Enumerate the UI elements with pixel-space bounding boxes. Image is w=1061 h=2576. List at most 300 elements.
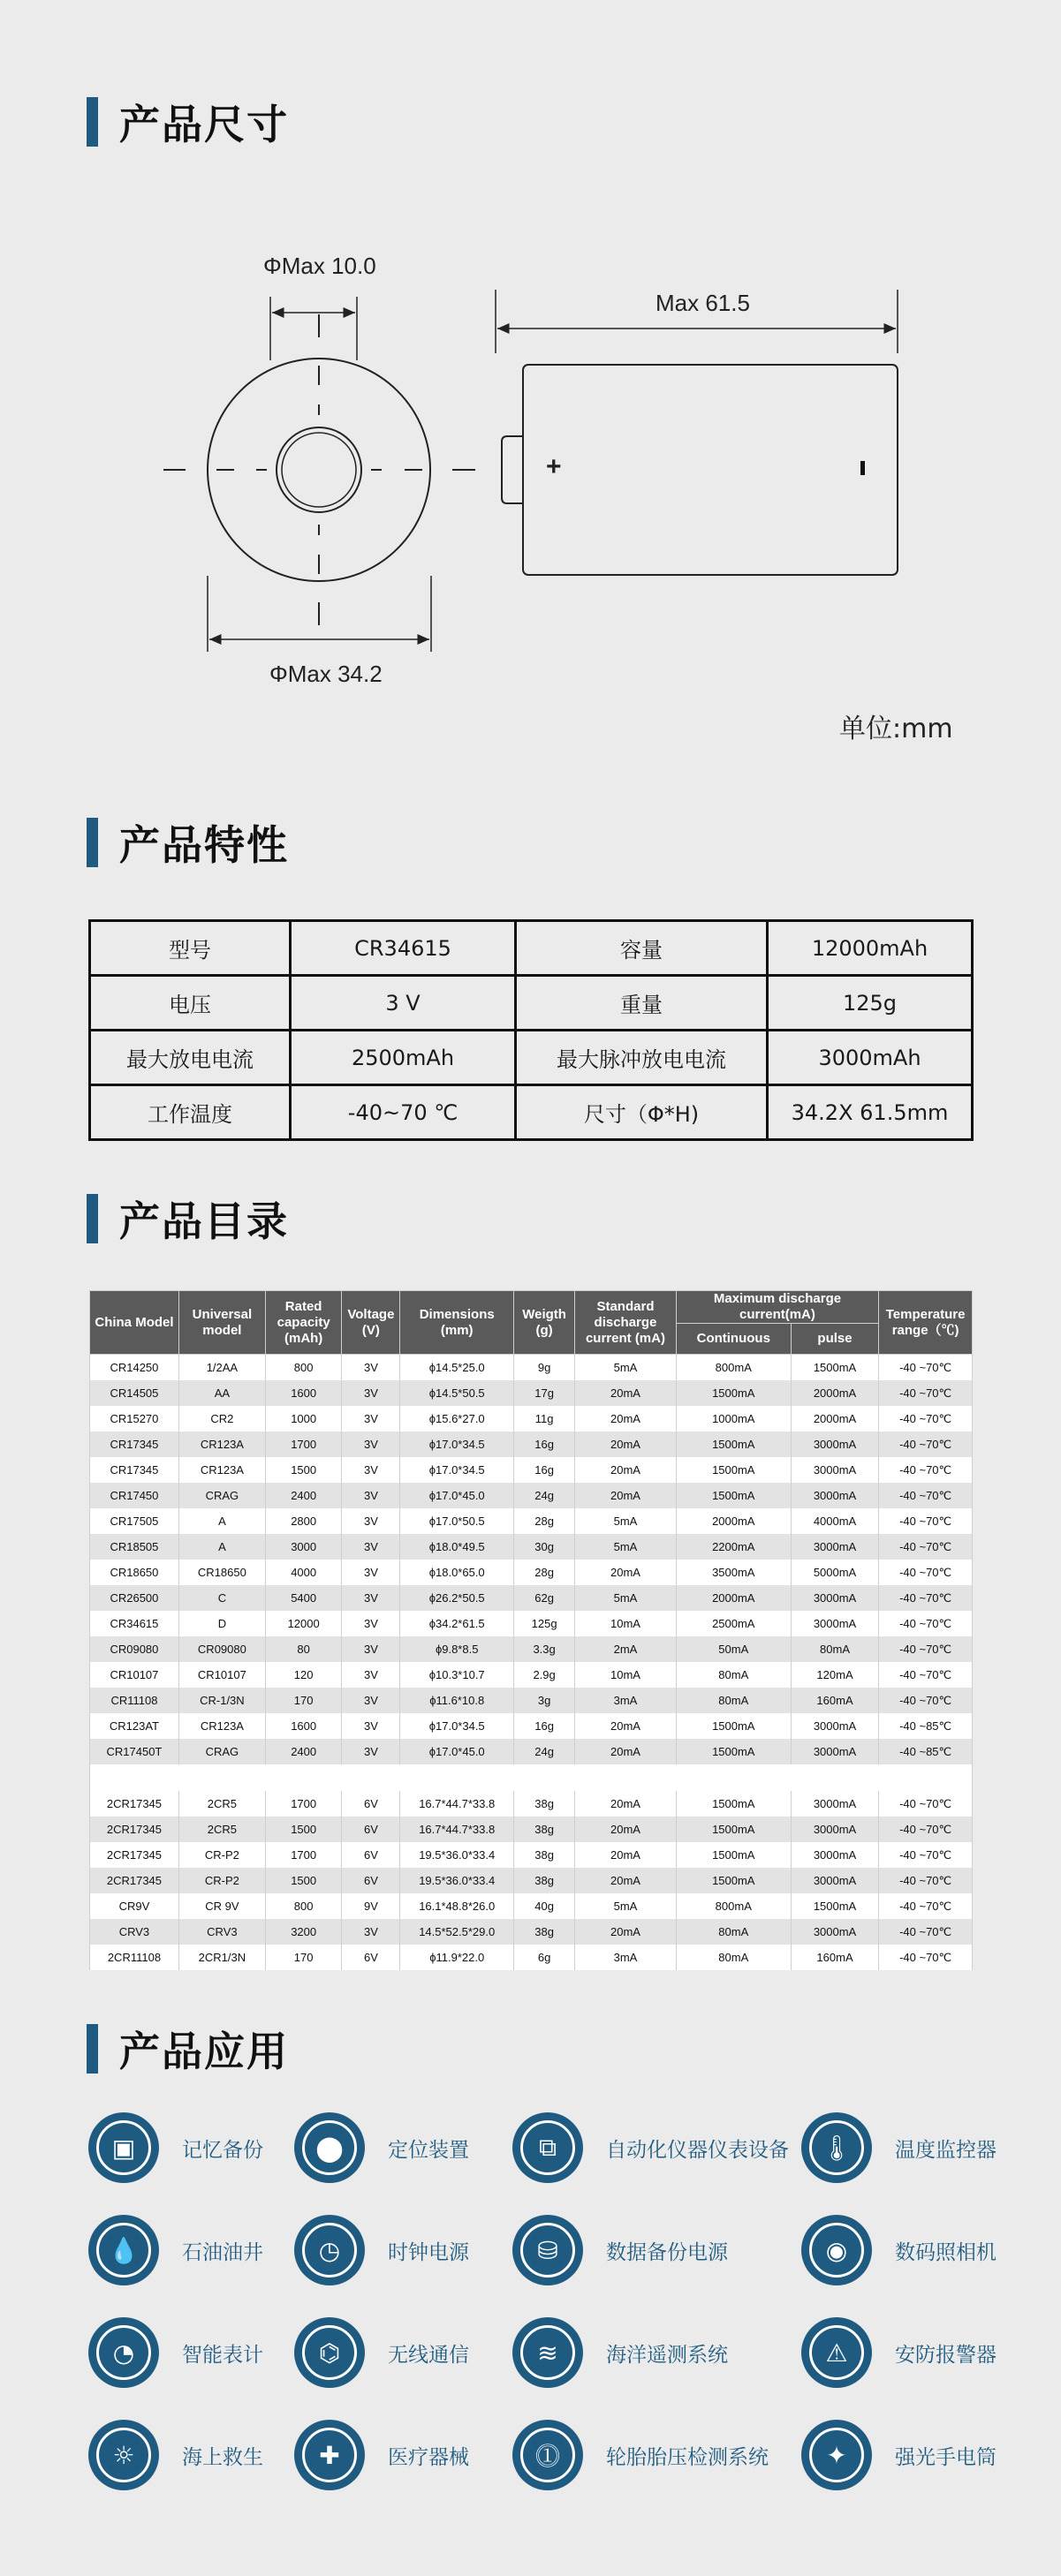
table-cell: 3V	[342, 1432, 400, 1457]
table-cell: 5000mA	[791, 1560, 878, 1585]
application-item	[801, 2215, 997, 2285]
negative-terminal-mark	[860, 461, 865, 475]
table-cell: ϕ17.0*45.0	[400, 1739, 514, 1764]
table-cell: CR14505	[90, 1380, 179, 1406]
table-cell: 20mA	[575, 1380, 676, 1406]
table-cell: 80	[265, 1636, 341, 1662]
table-cell: 1500mA	[676, 1842, 791, 1868]
table-cell: 1500mA	[676, 1380, 791, 1406]
table-cell: 2000mA	[676, 1585, 791, 1611]
table-row	[90, 1868, 973, 1893]
table-cell: 20mA	[575, 1432, 676, 1457]
table-cell: -40 ~70℃	[879, 1688, 973, 1713]
header-rated-capacity: Rated capacity (mAh)	[265, 1291, 341, 1355]
table-cell: CRV3	[90, 1919, 179, 1945]
table-cell: 1500mA	[791, 1893, 878, 1919]
table-cell: CR123A	[178, 1457, 265, 1483]
table-cell: 1700	[265, 1791, 341, 1817]
table-cell: -40 ~70℃	[879, 1842, 973, 1868]
table-cell: 1500mA	[676, 1483, 791, 1508]
table-cell: 1700	[265, 1432, 341, 1457]
table-cell: 2000mA	[791, 1406, 878, 1432]
table-cell: 3000mA	[791, 1432, 878, 1457]
spec-label: 型号	[90, 921, 291, 976]
table-cell: 800	[265, 1893, 341, 1919]
table-cell: 1600	[265, 1380, 341, 1406]
table-cell: 4000mA	[791, 1508, 878, 1534]
table-row	[90, 1842, 973, 1868]
table-cell: CR17345	[90, 1457, 179, 1483]
unit-label: 单位:mm	[839, 714, 953, 744]
table-cell: 50mA	[676, 1636, 791, 1662]
spec-label: 尺寸（Φ*H)	[516, 1085, 768, 1140]
application-item	[294, 2317, 469, 2388]
table-cell: CR123AT	[90, 1713, 179, 1739]
table-cell: 120mA	[791, 1662, 878, 1688]
table-cell: 2CR1/3N	[178, 1945, 265, 1970]
table-cell: 40g	[513, 1893, 574, 1919]
table-cell: ϕ17.0*50.5	[400, 1508, 514, 1534]
table-row	[90, 1355, 973, 1381]
application-label: 记忆备份	[182, 2138, 263, 2162]
table-cell: 3V	[342, 1713, 400, 1739]
table-cell: 2500mA	[676, 1611, 791, 1636]
table-cell: 20mA	[575, 1919, 676, 1945]
ocean-telemetry-icon: ≋	[512, 2317, 583, 2388]
table-cell: ϕ34.2*61.5	[400, 1611, 514, 1636]
table-cell: 20mA	[575, 1817, 676, 1842]
spec-value: 3000mAh	[768, 1031, 973, 1085]
table-cell: ϕ9.8*8.5	[400, 1636, 514, 1662]
table-cell: 1500mA	[676, 1432, 791, 1457]
table-cell: 2200mA	[676, 1534, 791, 1560]
table-cell: 3200	[265, 1919, 341, 1945]
spec-value: CR34615	[291, 921, 516, 976]
table-cell: CR-P2	[178, 1868, 265, 1893]
table-cell: CR15270	[90, 1406, 179, 1432]
table-cell: 1500mA	[676, 1739, 791, 1764]
table-cell: CR18650	[178, 1560, 265, 1585]
table-cell: CRV3	[178, 1919, 265, 1945]
table-cell: 80mA	[676, 1945, 791, 1970]
table-cell: -40 ~70℃	[879, 1817, 973, 1842]
lifebuoy-icon: ☼	[88, 2420, 159, 2490]
table-row	[90, 1739, 973, 1764]
table-cell: 24g	[513, 1739, 574, 1764]
table-cell: 3V	[342, 1662, 400, 1688]
header-pulse: pulse	[791, 1324, 878, 1355]
application-label: 数码照相机	[895, 2240, 997, 2264]
table-cell: -40 ~70℃	[879, 1406, 973, 1432]
table-cell: A	[178, 1534, 265, 1560]
table-cell: -40 ~70℃	[879, 1457, 973, 1483]
table-cell: 20mA	[575, 1560, 676, 1585]
spec-label: 最大放电电流	[90, 1031, 291, 1085]
table-cell: 6V	[342, 1945, 400, 1970]
spec-value: 125g	[768, 976, 973, 1031]
table-cell: CR09080	[90, 1636, 179, 1662]
application-label: 海上救生	[182, 2445, 263, 2469]
table-cell: 2CR17345	[90, 1791, 179, 1817]
spec-label: 工作温度	[90, 1085, 291, 1140]
smart-meter-icon: ◔	[88, 2317, 159, 2388]
table-cell: ϕ10.3*10.7	[400, 1662, 514, 1688]
header-max-discharge: Maximum discharge current(mA)	[676, 1291, 879, 1324]
tire-pressure-icon: ⓵	[512, 2420, 583, 2490]
table-cell: CR2	[178, 1406, 265, 1432]
table-row	[90, 1585, 973, 1611]
table-cell: -40 ~85℃	[879, 1739, 973, 1764]
table-cell: 62g	[513, 1585, 574, 1611]
table-cell: CR11108	[90, 1688, 179, 1713]
table-cell: 38g	[513, 1842, 574, 1868]
table-cell: 28g	[513, 1560, 574, 1585]
table-cell: ϕ14.5*25.0	[400, 1355, 514, 1381]
table-cell: 3V	[342, 1457, 400, 1483]
battery-dimension-drawing	[0, 0, 1061, 689]
table-cell: 6V	[342, 1842, 400, 1868]
table-cell: 28g	[513, 1508, 574, 1534]
table-cell: 1000	[265, 1406, 341, 1432]
application-item	[512, 2420, 769, 2490]
table-cell: 4000	[265, 1560, 341, 1585]
spec-value: 34.2X 61.5mm	[768, 1085, 973, 1140]
table-cell: 20mA	[575, 1457, 676, 1483]
application-label: 温度监控器	[895, 2138, 997, 2162]
table-cell: 3000mA	[791, 1457, 878, 1483]
section-title-text: 产品尺寸	[119, 101, 289, 148]
table-row	[90, 1636, 973, 1662]
header-universal-model: Universal model	[178, 1291, 265, 1355]
table-cell: 80mA	[676, 1919, 791, 1945]
table-cell: 2mA	[575, 1636, 676, 1662]
table-cell: -40 ~70℃	[879, 1919, 973, 1945]
table-cell: 1/2AA	[178, 1355, 265, 1381]
table-cell: 2CR5	[178, 1817, 265, 1842]
application-label: 定位装置	[388, 2138, 469, 2162]
table-cell: CR10107	[90, 1662, 179, 1688]
table-cell: 120	[265, 1662, 341, 1688]
table-cell: CR09080	[178, 1636, 265, 1662]
table-cell: 38g	[513, 1817, 574, 1842]
application-item	[801, 2112, 997, 2183]
table-cell: CR26500	[90, 1585, 179, 1611]
table-cell: 2000mA	[791, 1380, 878, 1406]
table-cell: 9V	[342, 1893, 400, 1919]
application-label: 时钟电源	[388, 2240, 469, 2264]
table-cell: 2CR5	[178, 1791, 265, 1817]
table-cell: ϕ18.0*49.5	[400, 1534, 514, 1560]
table-cell: 2.9g	[513, 1662, 574, 1688]
section-title-text: 产品应用	[119, 2028, 289, 2075]
table-cell: CR17450T	[90, 1739, 179, 1764]
table-cell: 16.7*44.7*33.8	[400, 1817, 514, 1842]
camera-icon: ◉	[801, 2215, 872, 2285]
table-cell: 1700	[265, 1842, 341, 1868]
table-cell: 3V	[342, 1483, 400, 1508]
table-cell: 10mA	[575, 1611, 676, 1636]
table-cell: -40 ~70℃	[879, 1560, 973, 1585]
wireless-tower-icon: ⌬	[294, 2317, 365, 2388]
automation-instrument-icon: ⧉	[512, 2112, 583, 2183]
table-cell: -40 ~85℃	[879, 1713, 973, 1739]
table-cell: 3000mA	[791, 1585, 878, 1611]
table-cell: 2400	[265, 1483, 341, 1508]
table-cell: 1500mA	[676, 1868, 791, 1893]
table-cell: -40 ~70℃	[879, 1380, 973, 1406]
table-cell: 1500mA	[676, 1817, 791, 1842]
header-voltage: Voltage (V)	[342, 1291, 400, 1355]
table-cell: 80mA	[676, 1688, 791, 1713]
table-row	[90, 1817, 973, 1842]
table-cell: -40 ~70℃	[879, 1432, 973, 1457]
table-cell: 3V	[342, 1560, 400, 1585]
table-cell: 3mA	[575, 1688, 676, 1713]
table-cell: CR18650	[90, 1560, 179, 1585]
table-cell: 3V	[342, 1636, 400, 1662]
table-cell: 10mA	[575, 1662, 676, 1688]
table-cell: 1500mA	[791, 1355, 878, 1381]
table-cell: ϕ17.0*34.5	[400, 1457, 514, 1483]
table-cell: 2000mA	[676, 1508, 791, 1534]
table-cell: 3V	[342, 1688, 400, 1713]
catalog-table	[89, 1290, 973, 1970]
table-cell: ϕ11.6*10.8	[400, 1688, 514, 1713]
table-cell: 6V	[342, 1817, 400, 1842]
application-label: 数据备份电源	[606, 2240, 728, 2264]
table-cell: CRAG	[178, 1739, 265, 1764]
table-cell: -40 ~70℃	[879, 1611, 973, 1636]
table-cell: 800mA	[676, 1355, 791, 1381]
table-cell: ϕ26.2*50.5	[400, 1585, 514, 1611]
memory-backup-icon: ▣	[88, 2112, 159, 2183]
table-cell: 3.3g	[513, 1636, 574, 1662]
spec-row	[90, 1031, 973, 1085]
table-row	[90, 1919, 973, 1945]
table-cell: 2400	[265, 1739, 341, 1764]
table-row	[90, 1662, 973, 1688]
table-cell: 30g	[513, 1534, 574, 1560]
table-row	[90, 1508, 973, 1534]
table-cell: 3000mA	[791, 1713, 878, 1739]
table-cell: 3V	[342, 1508, 400, 1534]
table-cell: 38g	[513, 1868, 574, 1893]
table-cell: 2CR17345	[90, 1842, 179, 1868]
table-cell: 17g	[513, 1380, 574, 1406]
section-accent-bar	[87, 1194, 98, 1243]
table-cell: 16.1*48.8*26.0	[400, 1893, 514, 1919]
table-cell: 6g	[513, 1945, 574, 1970]
table-cell: CR-1/3N	[178, 1688, 265, 1713]
table-cell: 16.7*44.7*33.8	[400, 1791, 514, 1817]
table-cell: 3V	[342, 1380, 400, 1406]
spec-value: 12000mAh	[768, 921, 973, 976]
table-row	[90, 1483, 973, 1508]
table-cell: -40 ~70℃	[879, 1355, 973, 1381]
table-cell: 9g	[513, 1355, 574, 1381]
table-cell: 11g	[513, 1406, 574, 1432]
battery-side-view	[496, 290, 898, 575]
table-cell: ϕ17.0*34.5	[400, 1713, 514, 1739]
table-cell: ϕ17.0*45.0	[400, 1483, 514, 1508]
table-cell: 160mA	[791, 1945, 878, 1970]
table-cell: 2800	[265, 1508, 341, 1534]
table-cell: 1500mA	[676, 1713, 791, 1739]
table-row	[90, 1611, 973, 1636]
table-row	[90, 1791, 973, 1817]
table-cell: 800	[265, 1355, 341, 1381]
table-cell: 80mA	[791, 1636, 878, 1662]
table-cell: 3V	[342, 1585, 400, 1611]
table-row	[90, 1432, 973, 1457]
application-label: 医疗器械	[388, 2445, 469, 2469]
table-cell: 3mA	[575, 1945, 676, 1970]
table-cell: 1600	[265, 1713, 341, 1739]
table-cell: 1500	[265, 1457, 341, 1483]
catalog-table-body	[90, 1355, 973, 1971]
location-pin-icon: ⬤	[294, 2112, 365, 2183]
table-cell: 3V	[342, 1739, 400, 1764]
clock-icon: ◷	[294, 2215, 365, 2285]
table-row	[90, 1713, 973, 1739]
table-cell: ϕ18.0*65.0	[400, 1560, 514, 1585]
spacer-cell	[90, 1764, 973, 1791]
table-row	[90, 1380, 973, 1406]
table-cell: ϕ17.0*34.5	[400, 1432, 514, 1457]
table-cell: 3000	[265, 1534, 341, 1560]
application-item	[294, 2420, 469, 2490]
table-cell: 20mA	[575, 1483, 676, 1508]
header-standard-discharge: Standard discharge current (mA)	[575, 1291, 676, 1355]
table-cell: -40 ~70℃	[879, 1585, 973, 1611]
section-title-text: 产品目录	[119, 1197, 289, 1245]
table-cell: 1000mA	[676, 1406, 791, 1432]
table-cell: -40 ~70℃	[879, 1534, 973, 1560]
table-cell: 5mA	[575, 1893, 676, 1919]
table-cell: 3000mA	[791, 1739, 878, 1764]
table-cell: -40 ~70℃	[879, 1791, 973, 1817]
table-cell: A	[178, 1508, 265, 1534]
table-cell: 24g	[513, 1483, 574, 1508]
application-label: 无线通信	[388, 2343, 469, 2367]
table-cell: 3V	[342, 1355, 400, 1381]
application-item	[88, 2420, 263, 2490]
table-cell: 3000mA	[791, 1611, 878, 1636]
table-cell: CR14250	[90, 1355, 179, 1381]
table-cell: 2CR17345	[90, 1817, 179, 1842]
application-item	[88, 2112, 263, 2183]
table-cell: 3000mA	[791, 1791, 878, 1817]
table-cell: 12000	[265, 1611, 341, 1636]
table-cell: 3000mA	[791, 1919, 878, 1945]
table-cell: 20mA	[575, 1842, 676, 1868]
application-item	[512, 2215, 728, 2285]
spec-row	[90, 976, 973, 1031]
table-cell: 38g	[513, 1919, 574, 1945]
outer-diameter-label: ΦMax 34.2	[269, 661, 383, 687]
table-cell: 1500	[265, 1817, 341, 1842]
spec-label: 重量	[516, 976, 768, 1031]
table-cell: 5400	[265, 1585, 341, 1611]
section-accent-bar	[87, 818, 98, 867]
header-weight: Weigth (g)	[513, 1291, 574, 1355]
table-cell: 20mA	[575, 1713, 676, 1739]
table-row	[90, 1534, 973, 1560]
application-item	[512, 2112, 789, 2183]
section-title-features	[87, 816, 289, 869]
table-cell: 3V	[342, 1406, 400, 1432]
table-cell: -40 ~70℃	[879, 1662, 973, 1688]
application-label: 自动化仪器仪表设备	[606, 2138, 789, 2162]
table-cell: 20mA	[575, 1868, 676, 1893]
table-cell: 3V	[342, 1534, 400, 1560]
application-item	[88, 2215, 263, 2285]
table-cell: 800mA	[676, 1893, 791, 1919]
header-continuous: Continuous	[676, 1324, 791, 1355]
table-cell: 19.5*36.0*33.4	[400, 1868, 514, 1893]
header-china-model: China Model	[90, 1291, 179, 1355]
table-cell: 2CR17345	[90, 1868, 179, 1893]
table-cell: 20mA	[575, 1739, 676, 1764]
table-spacer-row	[90, 1764, 973, 1791]
table-cell: 38g	[513, 1791, 574, 1817]
spec-value: -40~70 ℃	[291, 1085, 516, 1140]
spec-label: 最大脉冲放电电流	[516, 1031, 768, 1085]
length-label: Max 61.5	[656, 290, 750, 316]
table-cell: 3000mA	[791, 1483, 878, 1508]
header-temperature: Temperature range（℃)	[879, 1291, 973, 1355]
table-row	[90, 1406, 973, 1432]
application-item	[801, 2420, 997, 2490]
table-cell: CR123A	[178, 1432, 265, 1457]
table-cell: 5mA	[575, 1508, 676, 1534]
table-cell: 3V	[342, 1611, 400, 1636]
table-cell: 160mA	[791, 1688, 878, 1713]
table-cell: AA	[178, 1380, 265, 1406]
table-cell: -40 ~70℃	[879, 1508, 973, 1534]
table-cell: CR17505	[90, 1508, 179, 1534]
thermometer-icon: 🌡	[801, 2112, 872, 2183]
application-label: 石油油井	[182, 2240, 263, 2264]
table-cell: ϕ15.6*27.0	[400, 1406, 514, 1432]
application-item	[294, 2215, 469, 2285]
table-cell: -40 ~70℃	[879, 1483, 973, 1508]
data-backup-icon: ⛁	[512, 2215, 583, 2285]
table-cell: 3000mA	[791, 1842, 878, 1868]
table-cell: 3500mA	[676, 1560, 791, 1585]
table-cell: 14.5*52.5*29.0	[400, 1919, 514, 1945]
table-cell: CR34615	[90, 1611, 179, 1636]
table-cell: 3000mA	[791, 1868, 878, 1893]
battery-end-view	[163, 297, 475, 652]
application-item	[88, 2317, 263, 2388]
table-cell: 6V	[342, 1791, 400, 1817]
table-cell: -40 ~70℃	[879, 1868, 973, 1893]
application-item	[294, 2112, 469, 2183]
table-cell: 80mA	[676, 1662, 791, 1688]
table-cell: ϕ14.5*50.5	[400, 1380, 514, 1406]
table-cell: -40 ~70℃	[879, 1945, 973, 1970]
table-cell: CR17450	[90, 1483, 179, 1508]
section-accent-bar	[87, 2024, 98, 2074]
table-cell: D	[178, 1611, 265, 1636]
table-cell: CR10107	[178, 1662, 265, 1688]
table-row	[90, 1893, 973, 1919]
inner-diameter-label: ΦMax 10.0	[263, 253, 376, 279]
section-title-applications	[87, 2022, 289, 2075]
table-cell: C	[178, 1585, 265, 1611]
positive-terminal-mark: +	[546, 452, 562, 481]
